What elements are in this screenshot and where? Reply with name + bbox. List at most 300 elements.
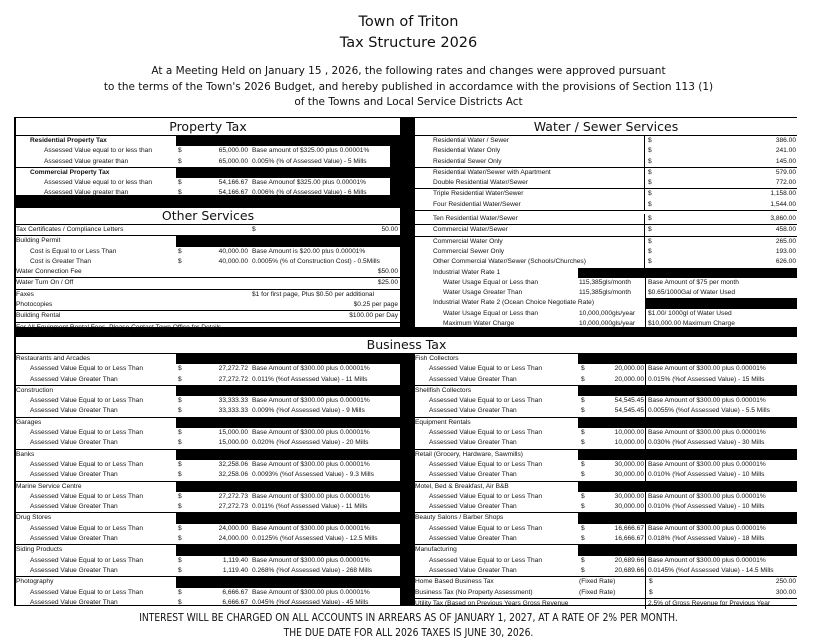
due-date-notice: THE DUE DATE FOR ALL 2026 TAXES IS JUNE 30, 2026. — [283, 628, 534, 639]
currency-symbol: $ — [178, 189, 182, 197]
row-note: Base Amount of $300.00 plus 0.00001% — [252, 460, 370, 468]
currency-symbol: $ — [645, 588, 663, 598]
fill-bar — [578, 386, 797, 396]
currency-symbol: $ — [252, 226, 256, 233]
row-value: $25.00 — [377, 279, 398, 287]
photocopies-row — [16, 300, 400, 311]
water-turn-row — [16, 278, 400, 289]
row-note: Base Amount of $300.00 plus 0.00001% — [645, 460, 788, 470]
row-amount: 10,000.00 — [614, 429, 644, 437]
row-label: For All Equipment Rental Fees, Please Contact Town Office for Details — [16, 323, 222, 331]
currency-symbol: $ — [581, 439, 585, 447]
property-tax-section — [16, 118, 400, 195]
fill-bar — [578, 418, 797, 428]
group-label: Commercial Property Tax — [30, 168, 110, 176]
row-label: Building Rental — [16, 312, 61, 320]
currency-symbol: $ — [178, 157, 182, 165]
business-rate-row — [16, 406, 400, 416]
row-label: Residential Water / Sewer — [433, 137, 509, 144]
group-label: Siding Products — [16, 546, 63, 554]
currency-symbol: $ — [178, 179, 182, 187]
row-note: 0.030% (%of Assessed Value) - 30 Mills — [645, 438, 788, 448]
group-label: Drug Stores — [16, 514, 52, 522]
row-amount: 33,333.33 — [218, 397, 248, 405]
intro-line: At a Meeting Held on January 15 , 2026, the following rates and changes were approved pursuant — [151, 65, 666, 77]
row-note: Base Amount of $75 per month — [645, 278, 798, 288]
row-amount: 30,000.00 — [614, 503, 644, 511]
row-value: $0.25 per page — [353, 301, 398, 309]
fill-bar — [176, 386, 400, 396]
row-amount: 27,272.73 — [218, 492, 248, 500]
row-label: Assessed Value Greater Than — [429, 407, 517, 415]
currency-symbol: $ — [178, 429, 182, 437]
currency-symbol: $ — [178, 397, 182, 405]
fill-bar — [176, 418, 400, 428]
fill-bar — [645, 298, 797, 308]
currency-symbol: $ — [178, 471, 182, 479]
rate-type: (Fixed Rate) — [579, 588, 616, 596]
business-rate-row — [415, 428, 797, 438]
currency-symbol: $ — [581, 535, 585, 543]
row-amount: 65,000.00 — [218, 157, 248, 165]
business-category-header — [415, 481, 797, 492]
industrial-rate-header — [415, 298, 797, 308]
row-label: Assessed Value Equal to or Less Than — [30, 397, 144, 405]
tax-group-header — [16, 167, 400, 178]
row-label: Assessed Value Equal to or Less Than — [30, 460, 144, 468]
fill-bar — [390, 146, 400, 156]
group-label: Equipment Rentals — [415, 418, 471, 426]
group-label: Motel, Bed & Breakfast, Air B&B — [415, 482, 509, 490]
row-label: Maximum Water Charge — [443, 320, 515, 328]
row-label: Assessed Value Greater Than — [429, 566, 517, 574]
water-rate-row — [415, 157, 797, 168]
fill-bar — [176, 545, 400, 555]
row-note: Base Amount of $300.00 plus 0.00001% — [252, 365, 370, 373]
currency-symbol: $ — [178, 492, 182, 500]
row-label: Assessed Value Equal to or Less Than — [30, 429, 144, 437]
row-amount: 27,272.72 — [218, 365, 248, 373]
row-label: Assessed Value Equal to or Less Than — [30, 588, 144, 596]
fill-bar — [578, 450, 797, 460]
home-based-business-row — [415, 576, 797, 587]
row-label: Double Residential Water/Sewer — [433, 179, 529, 187]
business-rate-row — [16, 364, 400, 374]
group-label: Manufacturing — [415, 546, 457, 554]
business-rate-row — [16, 524, 400, 534]
business-rate-row — [415, 460, 797, 470]
business-category-header — [16, 512, 400, 523]
row-note: Base Amount of $300.00 plus 0.00001% — [252, 492, 370, 500]
row-note: 0.009% (%of Assessed Value) - 9 Mills — [252, 407, 365, 415]
fill-bar — [578, 513, 797, 523]
utility-tax-row — [415, 598, 797, 609]
business-rate-row — [16, 470, 400, 480]
row-note: Base Amount of $300.00 plus 0.00001% — [645, 396, 788, 406]
group-label: Shellfish Collectors — [415, 386, 472, 394]
row-label: Assessed Value Greater Than — [30, 503, 118, 511]
business-rate-row — [16, 375, 400, 385]
water-rate-row — [415, 200, 797, 211]
currency-symbol: $ — [581, 492, 585, 500]
row-qty: 10,000,000gls/year — [579, 309, 636, 317]
currency-symbol: $ — [178, 375, 182, 383]
row-label: Residential Water Only — [433, 147, 501, 155]
row-amount: 30,000.00 — [614, 460, 644, 468]
row-label: Assessed Value Greater Than — [429, 471, 517, 479]
group-label: Banks — [16, 450, 35, 458]
row-amount: 145.00 — [775, 157, 796, 165]
row-amount: 579.00 — [775, 168, 796, 176]
currency-symbol: $ — [581, 460, 585, 468]
business-rate-row — [415, 556, 797, 566]
business-rate-row — [16, 428, 400, 438]
currency-symbol: $ — [581, 471, 585, 479]
row-note: Base Amount of $300.00 plus 0.00001% — [252, 429, 370, 437]
row-note: Base Amount of $300.00 plus 0.00001% — [645, 364, 788, 374]
row-amount: 300.00 — [775, 588, 796, 596]
row-amount: 65,000.00 — [218, 147, 248, 155]
currency-symbol: $ — [581, 503, 585, 511]
row-label: Utility Tax (Based on Previous Years Gross Revenue — [415, 599, 569, 607]
row-label: Assessed Value Greater Than — [429, 503, 517, 511]
business-rate-row — [415, 502, 797, 512]
row-note: 0.0093% (%of Assessed Value) - 9.3 Mills — [252, 471, 374, 479]
row-label: Four Residential Water/Sewer — [433, 200, 521, 208]
row-amount: 6,666.67 — [222, 598, 248, 606]
row-amount: 16,666.67 — [614, 524, 644, 532]
row-note: 0.006% (% of Assessed Value) - 6 Mills — [252, 189, 367, 197]
row-value: $50.00 — [377, 268, 398, 276]
row-note: 0.005% (% of Assessed Value) - 5 Mills — [252, 157, 367, 165]
row-note: Base Amount of $300.00 plus 0.00001% — [252, 524, 370, 532]
document-subtitle: Tax Structure 2026 — [339, 35, 478, 51]
other-services-section — [16, 208, 400, 331]
currency-symbol: $ — [644, 146, 662, 156]
business-category-header — [16, 544, 400, 555]
business-rate-row — [16, 534, 400, 544]
row-label: Assessed Value greater than — [44, 189, 129, 197]
row-label: Cost is Greater Than — [30, 257, 92, 265]
currency-symbol: $ — [178, 257, 182, 265]
row-label: Assessed Value Equal to or Less Than — [30, 524, 144, 532]
row-label: Assessed Value Equal to or Less Than — [429, 397, 543, 405]
row-label: Tax Certificates / Compliance Letters — [16, 226, 124, 233]
currency-symbol: $ — [644, 237, 662, 247]
business-rate-row — [415, 524, 797, 534]
row-note: Base amount of $325.00 plus 0.00001% — [252, 147, 370, 155]
currency-symbol: $ — [581, 566, 585, 574]
row-amount: 20,689.66 — [614, 566, 644, 574]
row-label: Water Turn On / Off — [16, 279, 74, 287]
row-label: Ten Residential Water/Sewer — [433, 215, 518, 223]
group-label: Industrial Water Rate 1 — [433, 268, 501, 276]
currency-symbol: $ — [644, 157, 662, 167]
business-category-header — [16, 481, 400, 492]
row-amount: 386.00 — [775, 137, 796, 144]
industrial-rate-row — [415, 278, 797, 288]
group-label: Residential Property Tax — [30, 137, 107, 144]
business-category-header — [415, 512, 797, 523]
row-label: Assessed Value equal to or less than — [44, 147, 153, 155]
water-sewer-title: Water / Sewer Services — [415, 118, 797, 136]
business-rate-row — [415, 438, 797, 448]
business-category-header — [16, 354, 400, 364]
row-label: Assessed Value Equal to or Less Than — [30, 556, 144, 564]
group-label: Fish Collectors — [415, 355, 459, 362]
row-value: $1 for first page, Plus $0.50 per additional — [252, 290, 375, 298]
currency-symbol: $ — [178, 535, 182, 543]
currency-symbol: $ — [178, 598, 182, 606]
row-note: $0.65/1000Gal of Water Used — [645, 288, 798, 298]
row-label: Business Tax (No Property Assessment) — [415, 588, 533, 596]
business-tax-title: Business Tax — [16, 337, 797, 354]
row-note: Base Amount of $300.00 plus 0.00001% — [252, 556, 370, 564]
row-note: Base Amount of $300.00 plus 0.00001% — [252, 588, 370, 596]
row-label: Assessed Value Equal to or Less Than — [30, 492, 144, 500]
business-tax-section — [16, 337, 797, 605]
row-label: Commercial Water Only — [433, 237, 503, 245]
row-label: Assessed Value Greater Than — [30, 375, 118, 383]
currency-symbol: $ — [178, 407, 182, 415]
row-label: Commercial Water/Sewer — [433, 226, 508, 234]
row-amount: 15,000.00 — [218, 439, 248, 447]
row-amount: 40,000.00 — [218, 247, 248, 255]
industrial-rate-row — [415, 288, 797, 298]
row-label: Assessed Value Greater Than — [30, 471, 118, 479]
row-label: Assessed Value Equal to or Less Than — [429, 556, 543, 564]
building-permit-row — [16, 257, 400, 267]
currency-symbol: $ — [644, 214, 662, 224]
business-category-header — [16, 576, 400, 587]
row-note: 0.011% (%of Assessed Value) - 11 Mills — [252, 503, 368, 511]
row-label: Water Usage Greater Than — [443, 289, 523, 297]
currency-symbol: $ — [644, 247, 662, 257]
row-label: Water Usage Equal or Less than — [443, 278, 539, 286]
currency-symbol: $ — [581, 429, 585, 437]
row-note: 0.045% (%of Assessed Value) - 45 Mills — [252, 598, 369, 606]
row-amount: 50.00 — [381, 226, 398, 233]
currency-symbol: $ — [178, 556, 182, 564]
group-label: Restaurants and Arcades — [16, 355, 91, 362]
fill-bar — [390, 178, 400, 188]
row-label: Water Connection Fee — [16, 268, 82, 276]
business-rate-row — [16, 438, 400, 448]
group-label: Industrial Water Rate 2 (Ocean Choice Negotiate Rate) — [433, 299, 595, 307]
row-amount: 1,119.40 — [222, 556, 248, 564]
industrial-rate-row — [415, 309, 797, 319]
row-label: Assessed Value Greater Than — [30, 598, 118, 606]
industrial-rate-row — [415, 319, 797, 329]
row-label: Assessed Value Equal to or Less Than — [429, 460, 543, 468]
currency-symbol: $ — [178, 524, 182, 532]
fill-bar — [176, 450, 400, 460]
row-label: Assessed Value Equal to or Less Than — [30, 365, 144, 373]
faxes-row — [16, 290, 400, 300]
fill-bar — [176, 354, 400, 364]
row-label: Residential Sewer Only — [433, 157, 502, 165]
fill-bar — [176, 136, 400, 146]
row-note: 0.268% (%of Assessed Value) - 268 Mills — [252, 566, 373, 574]
building-rental-row — [16, 311, 400, 322]
fill-bar — [176, 513, 400, 523]
row-amount: 27,272.73 — [218, 503, 248, 511]
intro-line: of the Towns and Local Service Districts Act — [294, 96, 523, 108]
row-label: Assessed Value Equal to or Less Than — [429, 365, 543, 373]
currency-symbol: $ — [644, 136, 662, 146]
water-rate-row — [415, 146, 797, 156]
business-category-header — [415, 417, 797, 428]
row-note: Base Amount of $300.00 plus 0.00001% — [645, 492, 788, 502]
row-amount: 24,000.00 — [218, 535, 248, 543]
business-rate-row — [16, 556, 400, 566]
group-label: Beauty Salons / Barber Shops — [415, 514, 504, 522]
row-amount: 54,166.67 — [218, 189, 248, 197]
row-note: Base Amount of $300.00 plus 0.00001% — [645, 428, 788, 438]
row-amount: 30,000.00 — [614, 471, 644, 479]
water-rate-row — [415, 247, 797, 257]
business-rate-row — [415, 396, 797, 406]
fill-bar — [176, 482, 400, 492]
currency-symbol: $ — [581, 375, 585, 383]
fill-bar — [578, 545, 797, 555]
column-divider — [400, 354, 415, 605]
row-label: Assessed Value Greater Than — [30, 566, 118, 574]
row-amount: 626.00 — [775, 258, 796, 266]
row-note: 0.010% (%of Assessed Value) - 10 Mills — [645, 502, 788, 512]
fill-bar — [578, 268, 797, 278]
row-note: Base Amount of $300.00 plus 0.00001% — [645, 556, 788, 566]
currency-symbol: $ — [644, 178, 662, 188]
business-rate-row — [16, 598, 400, 608]
tax-group-header — [16, 136, 400, 146]
row-note: Base Amount of $300.00 plus 0.00001% — [252, 397, 370, 405]
group-label: Construction — [16, 386, 54, 394]
row-note: 0.0005% (% of Construction Cost) - 0.5Mills — [252, 257, 380, 265]
row-amount: 16,666.67 — [614, 535, 644, 543]
row-amount: 20,000.00 — [614, 365, 644, 373]
water-rate-row — [415, 189, 797, 199]
row-label: Photocopies — [16, 301, 53, 309]
currency-symbol: $ — [644, 189, 662, 199]
water-connection-row — [16, 267, 400, 278]
currency-symbol: $ — [581, 397, 585, 405]
row-qty: 10,000,000gls/year — [579, 320, 636, 328]
business-category-header — [16, 417, 400, 428]
row-amount: 54,545.45 — [614, 407, 644, 415]
industrial-rate-header — [415, 268, 797, 278]
row-note: 0.0055% (%of Assessed Value) - 5.5 Mills — [645, 406, 788, 416]
row-note: $10,000.00 Maximum Charge — [645, 319, 798, 329]
currency-symbol: $ — [581, 556, 585, 564]
row-amount: 6,666.67 — [222, 588, 248, 596]
row-note: 0.0145% (%of Assessed Value) - 14.5 Mills — [645, 566, 788, 576]
row-note: 0.020% (%of Assessed Value) - 20 Mills — [252, 439, 369, 447]
intro-paragraph — [0, 64, 817, 111]
row-amount: 193.00 — [775, 247, 796, 255]
fill-bar — [176, 168, 400, 178]
water-rate-row — [415, 136, 797, 146]
currency-symbol: $ — [645, 577, 663, 587]
row-amount: 458.00 — [775, 226, 796, 234]
tax-row — [16, 188, 400, 198]
row-note: 0.015% (%of Assessed Value) - 15 Mills — [645, 375, 788, 385]
row-note: Base Amount is $20.00 plus 0.00001% — [252, 247, 366, 255]
currency-symbol: $ — [178, 439, 182, 447]
currency-symbol: $ — [178, 247, 182, 255]
row-amount: 265.00 — [775, 237, 796, 245]
tax-row — [16, 146, 400, 156]
property-tax-title: Property Tax — [16, 118, 400, 136]
row-amount: 1,544.00 — [770, 200, 796, 208]
intro-line: to the terms of the Town's 2026 Budget, and hereby published in accordamce with the provisions of Section 113 (1) — [103, 80, 714, 93]
business-category-header — [415, 449, 797, 460]
fill-bar — [578, 354, 797, 364]
row-note: Base Amounof $325.00 plus 0.00001% — [252, 179, 367, 187]
row-amount: 1,119.40 — [222, 566, 248, 574]
row-label: Assessed Value Greater Than — [30, 535, 118, 543]
business-rate-row — [415, 406, 797, 416]
group-label: Marine Service Centre — [16, 482, 82, 490]
building-permit-header — [16, 236, 400, 246]
currency-symbol: $ — [178, 147, 182, 155]
row-amount: 15,000.00 — [218, 429, 248, 437]
business-rate-row — [415, 364, 797, 374]
row-label: Cost is Equal to or Less Than — [30, 247, 117, 255]
row-qty: 115,385gls/month — [579, 278, 631, 286]
currency-symbol: $ — [178, 566, 182, 574]
business-rate-row — [16, 396, 400, 406]
group-label: Retail (Grocery, Hardware, Sawmills) — [415, 450, 523, 458]
fill-bar — [176, 236, 400, 246]
document-title: Town of Triton — [358, 14, 459, 30]
no-property-business-row — [415, 588, 797, 598]
row-label: Other Commercial Water/Sewer (Schools/Churches) — [433, 258, 586, 266]
tax-row — [16, 157, 400, 167]
business-category-header — [415, 354, 797, 364]
business-rate-row — [415, 470, 797, 480]
row-note: 2.5% of Gross Revenue for Previous Year — [645, 599, 800, 609]
currency-symbol: $ — [178, 365, 182, 373]
rate-type: (Fixed Rate) — [579, 578, 616, 586]
row-amount: 250.00 — [775, 578, 796, 586]
currency-symbol: $ — [178, 503, 182, 511]
row-label: Assessed Value greater than — [44, 157, 129, 165]
other-services-title: Other Services — [16, 208, 400, 225]
row-amount: 30,000.00 — [614, 492, 644, 500]
row-qty: 115,385gls/month — [579, 289, 631, 297]
water-rate-row — [415, 214, 797, 225]
row-amount: 27,272.72 — [218, 375, 248, 383]
row-label: Water Usage Equal or Less than — [443, 309, 539, 317]
row-note: $1.00/ 1000gl of Water Used — [645, 309, 798, 319]
business-rate-row — [16, 492, 400, 502]
currency-symbol: $ — [644, 200, 662, 210]
row-label: Triple Residential Water/Sewer — [433, 190, 524, 198]
row-note: 0.018% (%of Assessed Value) - 18 Mills — [645, 534, 788, 544]
row-amount: 54,545.45 — [614, 397, 644, 405]
row-note: 0.011% (%of Assessed Value) - 11 Mills — [252, 375, 368, 383]
row-amount: 1,158.00 — [770, 190, 796, 198]
row-amount: 20,000.00 — [614, 375, 644, 383]
business-rate-row — [16, 566, 400, 576]
business-rate-row — [415, 375, 797, 385]
business-rate-row — [415, 566, 797, 576]
interest-notice: INTEREST WILL BE CHARGED ON ALL ACCOUNTS IN ARREARS AS OF JANUARY 1, 2027, AT A RATE OF 2% PER MONTH. — [139, 613, 678, 624]
currency-symbol: $ — [178, 460, 182, 468]
row-amount: 32,258.06 — [218, 471, 248, 479]
equipment-rental-note — [16, 323, 400, 333]
